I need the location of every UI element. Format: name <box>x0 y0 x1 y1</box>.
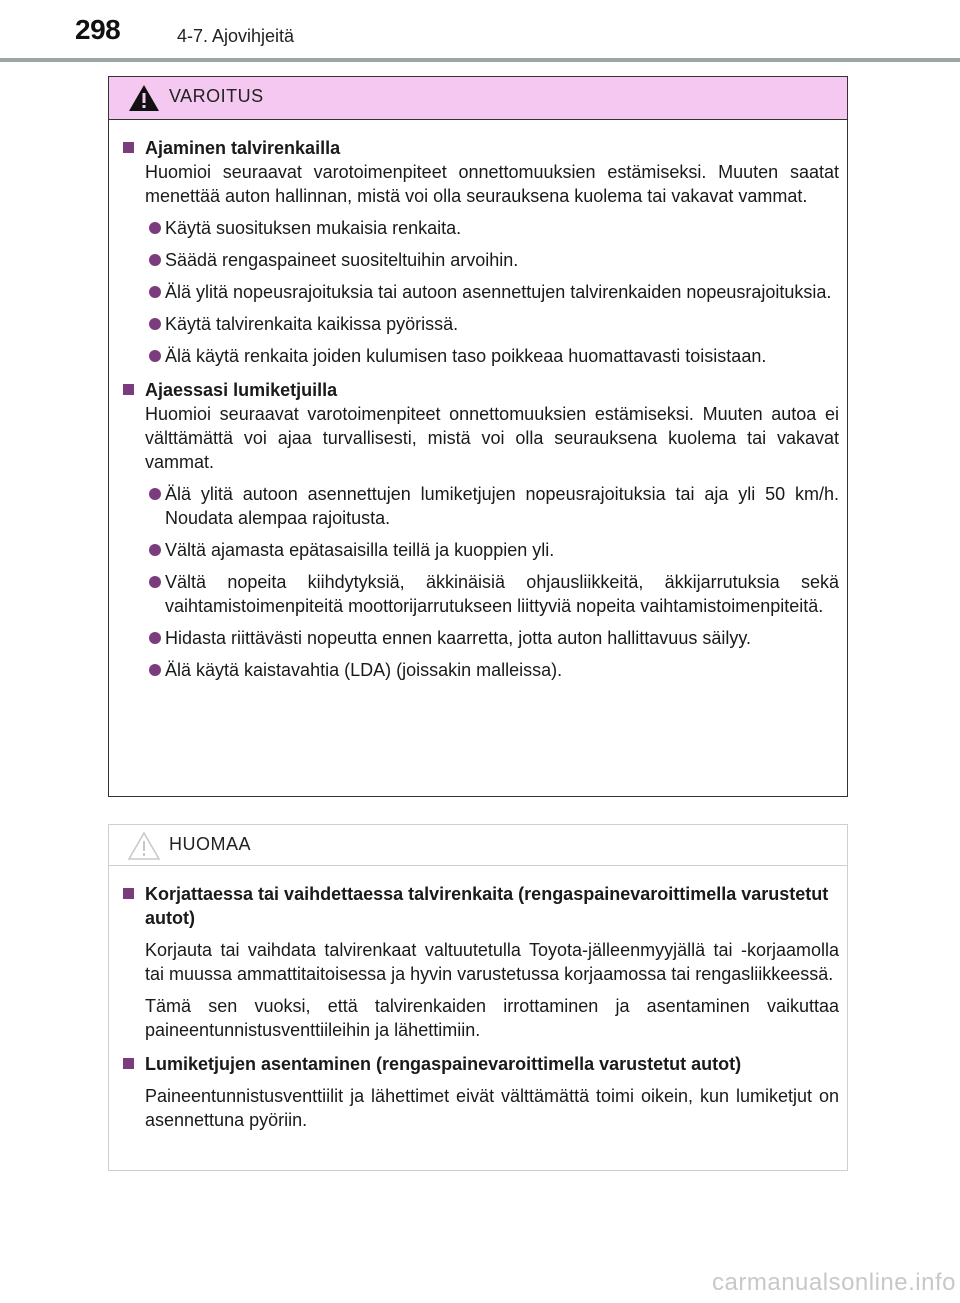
round-bullet-icon <box>149 632 161 644</box>
section-heading: Korjattaessa tai vaihdettaessa talvirenkaita (rengaspainevaroittimella varustetut autot) <box>119 882 839 930</box>
warning-box <box>108 76 848 797</box>
caution-triangle-icon <box>127 831 161 861</box>
list-item: Käytä talvirenkaita kaikissa pyörissä. <box>119 312 839 336</box>
round-bullet-icon <box>149 576 161 588</box>
square-bullet-icon <box>123 888 134 899</box>
section-heading: Lumiketjujen asentaminen (rengaspainevaroittimella varustetut autot) <box>119 1052 839 1076</box>
paragraph: Paineentunnistusventtiilit ja lähettimet eivät välttämättä toimi oikein, kun lumiketjut on asennettuna pyöriin. <box>145 1086 839 1130</box>
header-divider <box>0 58 960 62</box>
section-heading: Ajaminen talvirenkailla <box>119 136 839 160</box>
list-item: Vältä ajamasta epätasaisilla teillä ja kuoppien yli. <box>119 538 839 562</box>
section-heading: Ajaessasi lumiketjuilla <box>119 378 839 402</box>
list-item: Älä ylitä nopeusrajoituksia tai autoon asennettujen talvirenkaiden nopeusrajoituksia. <box>119 280 839 304</box>
caution-body <box>109 866 847 1132</box>
round-bullet-icon <box>149 488 161 500</box>
caution-box <box>108 824 848 1171</box>
round-bullet-icon <box>149 286 161 298</box>
square-bullet-icon <box>123 384 134 395</box>
list-item: Hidasta riittävästi nopeutta ennen kaarretta, jotta auton hallittavuus säilyy. <box>119 626 839 650</box>
paragraph: Huomioi seuraavat varotoimenpiteet onnettomuuksien estämiseksi. Muuten autoa ei välttämättä voi ajaa turvallisesti, mistä voi olla seurauksena kuolema tai vakavat vammat. <box>145 404 839 472</box>
square-bullet-icon <box>123 142 134 153</box>
list-item: Älä ylitä autoon asennettujen lumiketjujen nopeusrajoituksia tai aja yli 50 km/h. Noudata alempaa rajoitusta. <box>119 482 839 530</box>
square-bullet-icon <box>123 1058 134 1069</box>
round-bullet-icon <box>149 254 161 266</box>
list-item: Älä käytä renkaita joiden kulumisen taso poikkeaa huomattavasti toisistaan. <box>119 344 839 368</box>
caution-label: HUOMAA <box>169 834 252 854</box>
paragraph: Korjauta tai vaihdata talvirenkaat valtuutetulla Toyota-jälleenmyyjällä tai -korjaamolla tai muussa ammattitaitoisessa ja hyvin varustetussa korjaamossa tai rengasliikkeessä. <box>145 940 839 984</box>
round-bullet-icon <box>149 350 161 362</box>
list-item: Älä käytä kaistavahtia (LDA) (joissakin malleissa). <box>119 658 839 682</box>
list-item: Säädä rengaspaineet suositeltuihin arvoihin. <box>119 248 839 272</box>
warning-body <box>109 120 847 682</box>
paragraph: Huomioi seuraavat varotoimenpiteet onnettomuuksien estämiseksi. Muuten saatat menettää auton hallinnan, mistä voi olla seurauksena kuolema tai vakavat vammat. <box>145 162 839 206</box>
list-item: Käytä suosituksen mukaisia renkaita. <box>119 216 839 240</box>
warning-triangle-icon <box>127 83 161 113</box>
warning-header <box>109 77 847 120</box>
list-item: Vältä nopeita kiihdytyksiä, äkkinäisiä ohjausliikkeitä, äkkijarrutuksia sekä vaihtamistoimenpiteitä moottorijarrutukseen liittyviä nopeita vaihtamistoimenpiteitä. <box>119 570 839 618</box>
round-bullet-icon <box>149 544 161 556</box>
watermark: carmanualsonline.info <box>712 1269 956 1296</box>
page-number: 298 <box>75 14 121 45</box>
round-bullet-icon <box>149 222 161 234</box>
round-bullet-icon <box>149 318 161 330</box>
page-header <box>0 0 960 60</box>
section-title: 4-7. Ajovihjeitä <box>177 26 295 46</box>
caution-header <box>109 825 847 866</box>
round-bullet-icon <box>149 664 161 676</box>
warning-label: VAROITUS <box>169 86 264 106</box>
paragraph: Tämä sen vuoksi, että talvirenkaiden irrottaminen ja asentaminen vaikuttaa paineentunnistusventtiileihin ja lähettimiin. <box>145 996 839 1040</box>
